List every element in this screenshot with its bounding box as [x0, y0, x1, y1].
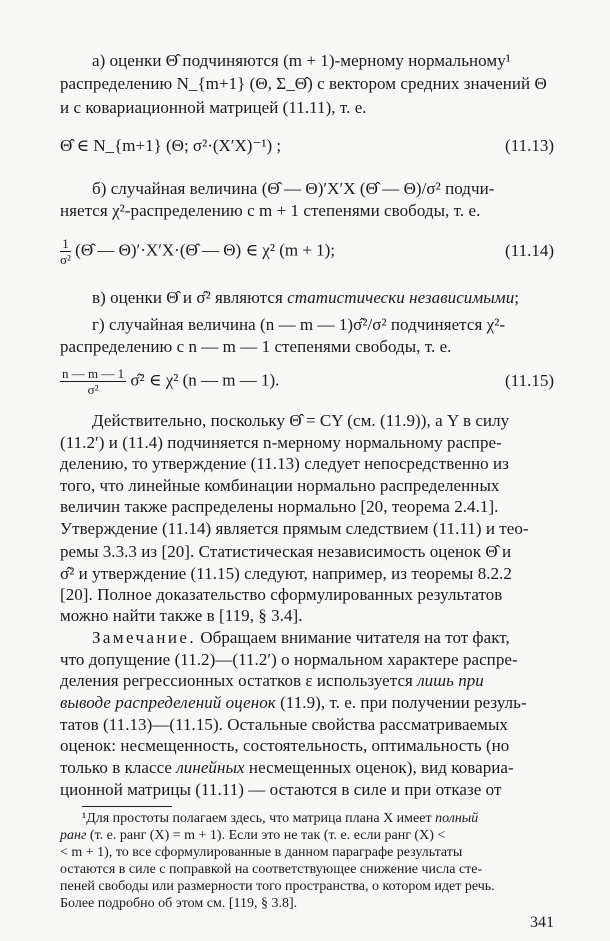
body-line: Действительно, поскольку Θ̂ = CY (см. (11.9)), а Y в силу	[92, 411, 510, 430]
footnote-italic: полный	[435, 811, 479, 826]
item-b-line-1: б) случайная величина (Θ̂ — Θ)′X′X (Θ̂ — Θ)/σ² подчи-	[92, 179, 495, 198]
fraction-numerator: n — m — 1	[62, 366, 125, 381]
remark-line-7	[60, 757, 514, 778]
equation-number-11-13: (11.13)	[505, 136, 554, 155]
footnote-divider	[82, 806, 172, 807]
remark-italic: линейных	[176, 758, 245, 777]
remark-line-1	[92, 627, 510, 648]
remark-text: несмещенных оценок), вид ковариа-	[244, 758, 514, 777]
body-line: величин также распределены нормально [20, теорема 2.4.1].	[60, 497, 499, 516]
remark-line-2: что допущение (11.2)—(11.2′) о нормальном характере распре-	[60, 650, 518, 669]
fraction-denominator: σ²	[60, 252, 71, 267]
remark-line-3	[60, 670, 484, 691]
body-line: (11.2′) и (11.4) подчиняется n-мерному нормальному распре-	[60, 433, 502, 452]
remark-text: только в классе	[60, 758, 177, 777]
footnote-line-2	[60, 827, 445, 844]
remark-line-4	[60, 692, 527, 713]
item-a-line-1: а) оценки Θ̂ подчиняются (m + 1)-мерному нормальному¹	[92, 51, 511, 70]
fraction	[60, 366, 126, 397]
fraction	[60, 236, 71, 267]
footnote-italic: ранг	[60, 828, 87, 843]
body-line: Утверждение (11.14) является прямым следствием (11.11) и тео-	[60, 519, 529, 538]
item-c-italic: статистически независимыми	[287, 288, 515, 307]
footnote-line-5: пеней свободы или размерности того пространства, о котором идет речь.	[60, 879, 495, 894]
remark-line-8: ционной матрицы (11.11) — остаются в силе и при отказе от	[60, 780, 502, 799]
footnote-line-4: остаются в силе с поправкой на соответствующее снижение числа сте-	[60, 862, 483, 877]
equation-11-14	[60, 236, 335, 267]
equation-number-11-14: (11.14)	[505, 241, 554, 260]
body-line: того, что линейные комбинации нормально распределенных	[60, 476, 500, 495]
remark-line-5: татов (11.13)—(11.15). Остальные свойства рассматриваемых	[60, 715, 508, 734]
item-c-line	[92, 287, 519, 308]
footnote-line-1	[82, 810, 478, 827]
remark-italic: лишь при	[417, 671, 484, 690]
remark-italic: выводе распределений оценок	[60, 693, 276, 712]
remark-label: Замечание.	[92, 628, 197, 647]
item-b-line-2: няется χ²-распределению с m + 1 степенями свободы, т. е.	[60, 201, 481, 220]
fraction-denominator: σ²	[87, 382, 99, 397]
equation-11-13: Θ̂ ∈ N_{m+1} (Θ; σ²·(X′X)⁻¹) ;	[60, 136, 282, 155]
item-c-suffix: ;	[514, 288, 520, 307]
remark-text: Обращаем внимание читателя на тот факт,	[196, 628, 510, 647]
item-a-line-3: и с ковариационной матрицей (11.11), т. е.	[60, 98, 367, 117]
fraction-numerator: 1	[60, 236, 71, 252]
footnote-line-6: Более подробно об этом см. [119, § 3.8].	[60, 896, 298, 911]
body-line: σ̂² и утверждение (11.15) следуют, например, из теоремы 8.2.2	[60, 564, 512, 583]
remark-text: (11.9), т. е. при получении резуль-	[275, 693, 527, 712]
item-c-prefix: в) оценки Θ̂ и σ̂² являются	[92, 288, 288, 307]
remark-text: деления регрессионных остатков ε используется	[60, 671, 418, 690]
item-d-line-2: распределению с n — m — 1 степенями свободы, т. е.	[60, 337, 452, 356]
body-line: можно найти также в [119, § 3.4].	[60, 606, 303, 625]
equation-number-11-15: (11.15)	[505, 371, 554, 390]
item-a-line-2: распределению N_{m+1} (Θ, Σ_Θ̂) с вектором средних значений Θ	[60, 74, 547, 93]
item-d-line-1: г) случайная величина (n — m — 1)σ̂²/σ² подчиняется χ²-	[92, 315, 506, 334]
equation-11-14-body: (Θ̂ — Θ)′·X′X·(Θ̂ — Θ) ∈ χ² (m + 1);	[75, 240, 336, 260]
body-line: делению, то утверждение (11.13) следует непосредственно из	[60, 454, 509, 473]
remark-line-6: оценок: несмещенность, состоятельность, оптимальность (но	[60, 736, 510, 755]
body-line: [20]. Полное доказательство сформулированных результатов	[60, 585, 503, 604]
equation-11-15-body: σ̂² ∈ χ² (n — m — 1).	[130, 370, 280, 390]
footnote-text: (т. е. ранг (X) = m + 1). Если это не так (т. е. если ранг (X) <	[86, 828, 446, 843]
page-number: 341	[530, 914, 554, 931]
footnote-text: ¹Для простоты полагаем здесь, что матрица плана X имеет	[82, 811, 436, 826]
equation-11-15	[60, 366, 279, 397]
footnote-line-3: < m + 1), то все сформулированные в данном параграфе результаты	[60, 845, 463, 860]
body-line: ремы 3.3.3 из [20]. Статистическая независимость оценок Θ̂ и	[60, 542, 512, 561]
